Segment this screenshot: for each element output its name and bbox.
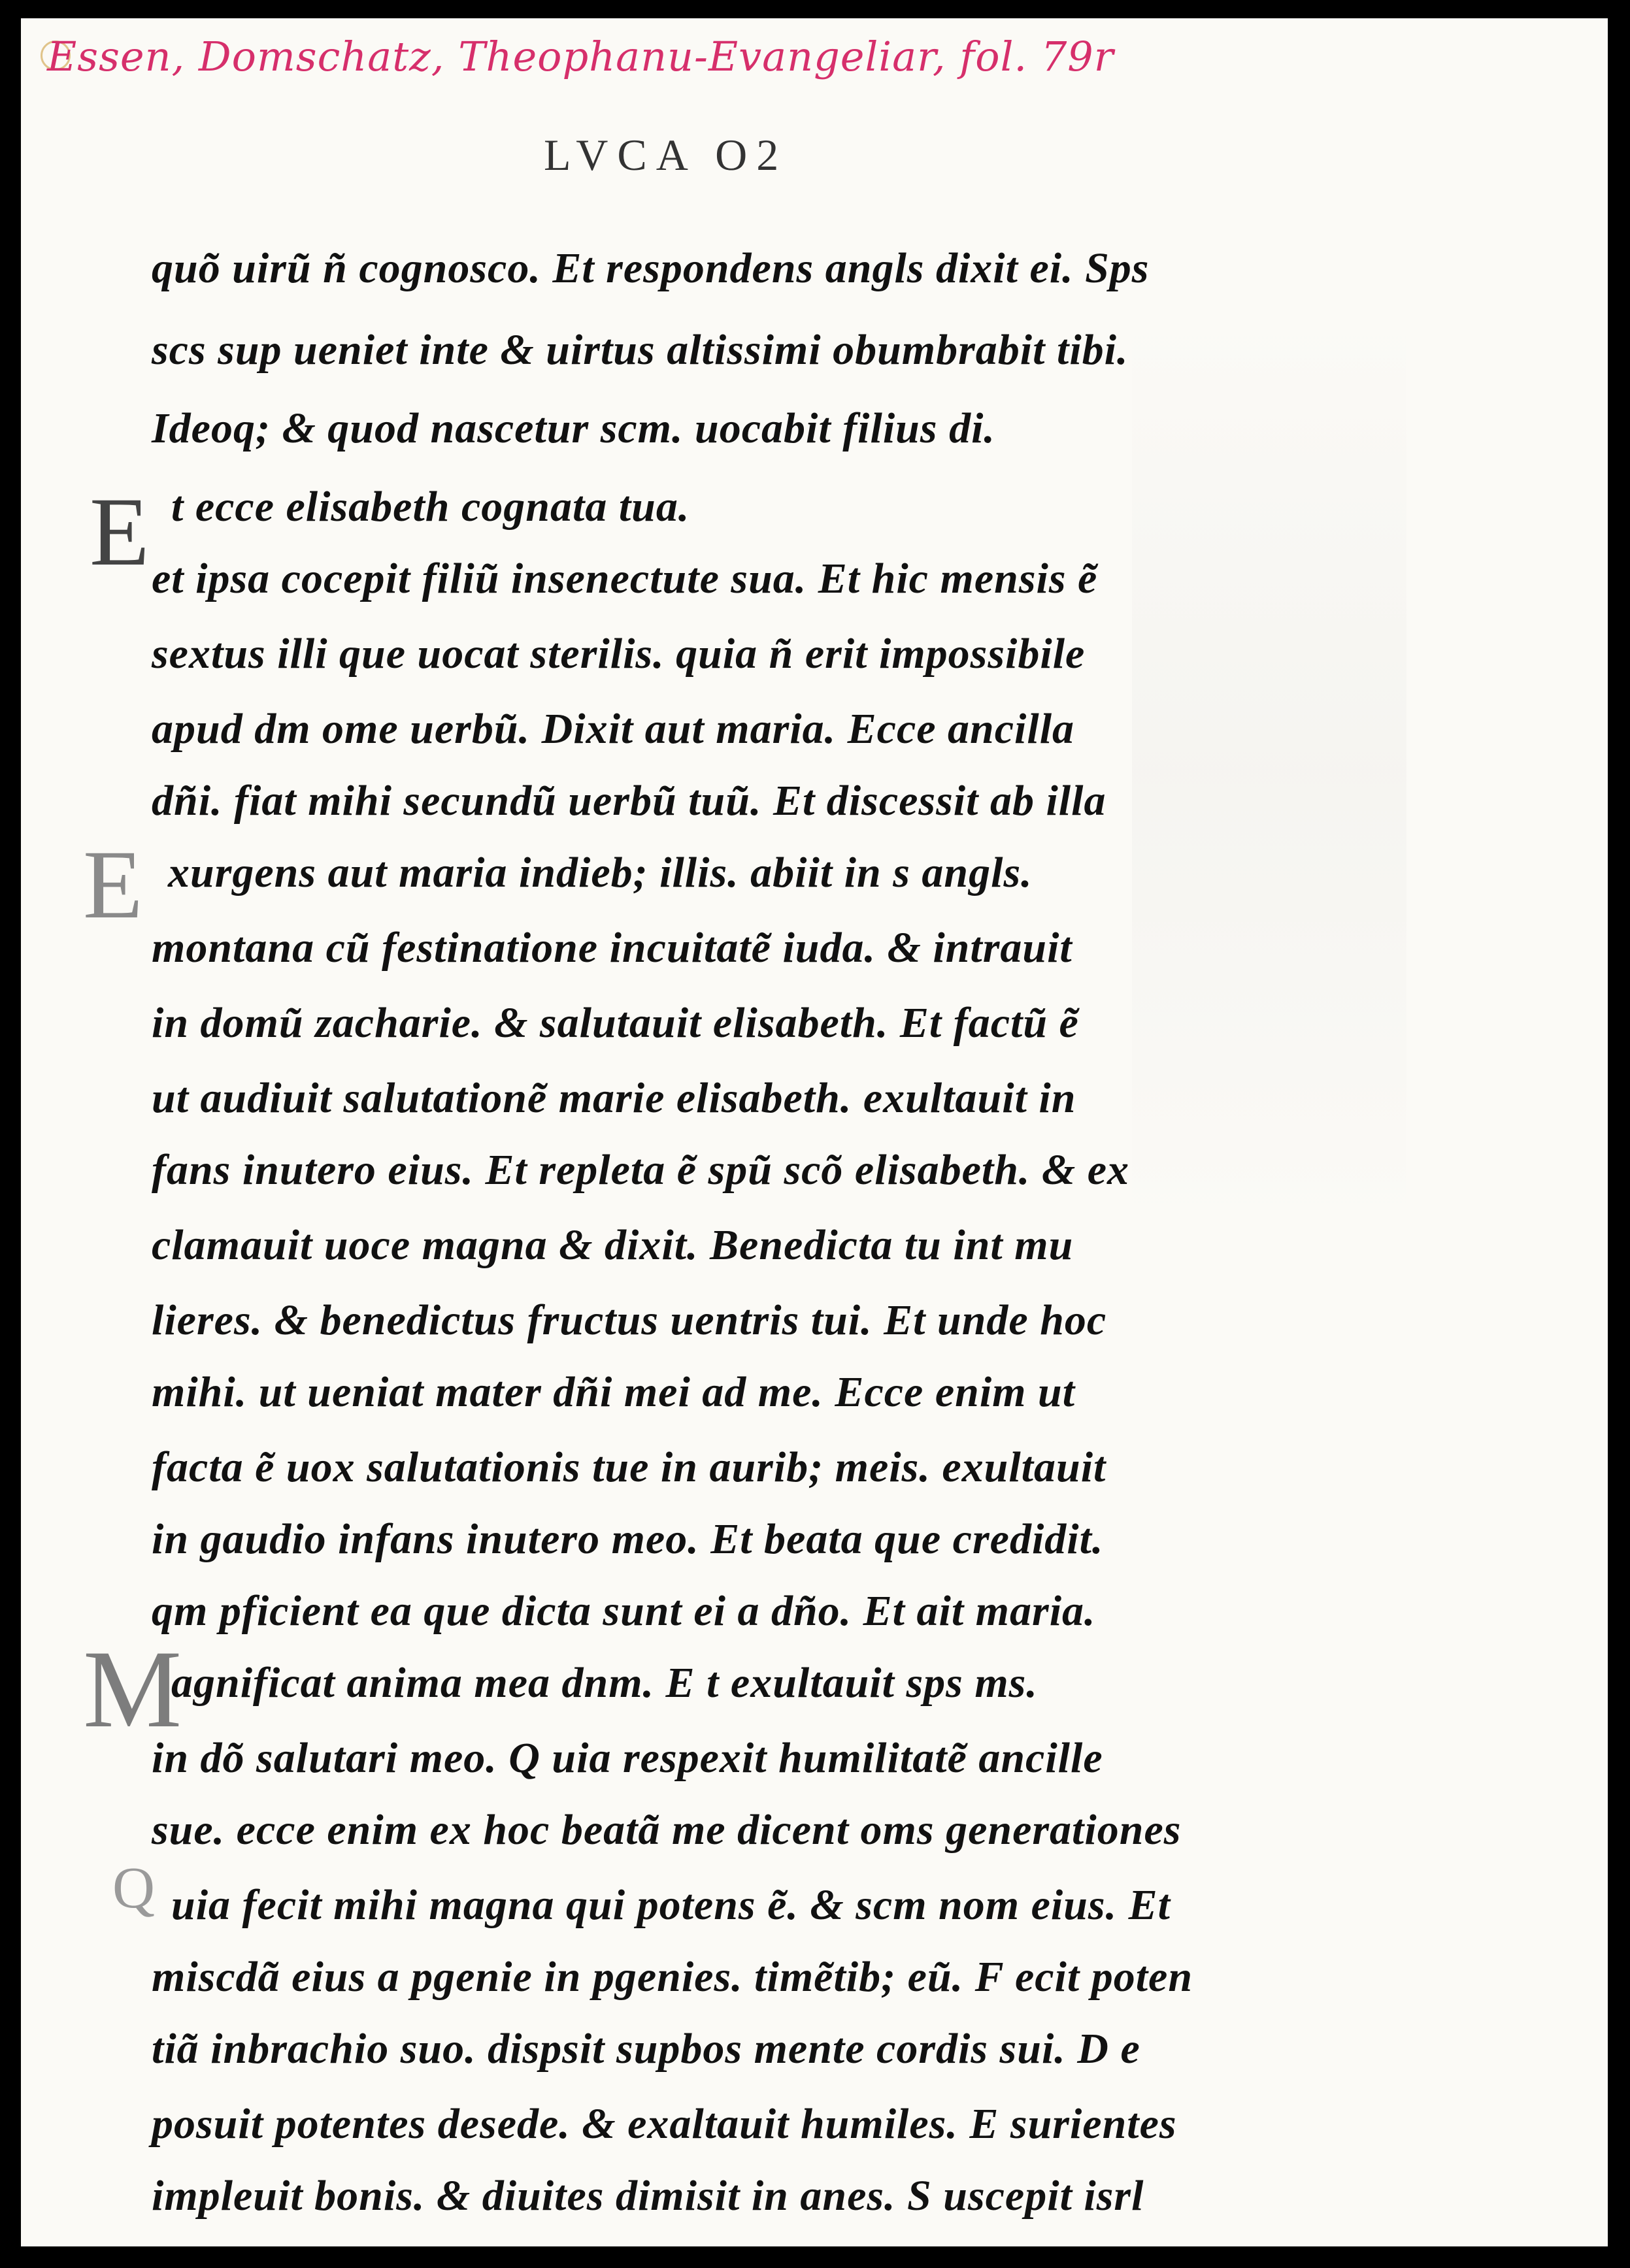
text-line-13: fans inutero eius. Et repleta ẽ spũ scõ elisabeth. & ex xyxy=(152,1146,1130,1194)
text-line-3: Ideoq; & quod nascetur scm. uocabit filius di. xyxy=(152,404,995,452)
text-line-9: xurgens aut maria indieb; illis. abiit in s angls. xyxy=(168,849,1033,896)
text-line-10: montana cũ festinatione incuitatẽ iuda. & intrauit xyxy=(152,924,1073,972)
text-line-21: in dõ salutari meo. Q uia respexit humilitatẽ ancille xyxy=(152,1734,1103,1782)
running-head: LVCA O2 xyxy=(544,130,788,180)
text-line-24: miscdã eius a pgenie in pgenies. timẽtib; eũ. F ecit poten xyxy=(152,1953,1193,2001)
text-line-20: agnificat anima mea dnm. E t exultauit sps ms. xyxy=(171,1659,1038,1707)
catalog-annotation: Essen, Domschatz, Theophanu-Evangeliar, fol. 79r xyxy=(47,33,1114,80)
text-line-19: qm pficient ea que dicta sunt ei a dño. Et ait maria. xyxy=(152,1587,1096,1635)
text-line-2: scs sup ueniet inte & uirtus altissimi obumbrabit tibi. xyxy=(152,326,1129,374)
text-line-23: uia fecit mihi magna qui potens ẽ. & scm nom eius. Et xyxy=(171,1881,1171,1929)
text-line-5: et ipsa cocepit filiũ insenectute sua. Et hic mensis ẽ xyxy=(152,555,1098,602)
text-line-25: tiã inbrachio suo. dispsit supbos mente cordis sui. D e xyxy=(152,2025,1140,2073)
initial-q: Q xyxy=(112,1856,155,1920)
text-line-27: impleuit bonis. & diuites dimisit in anes. S uscepit isrl xyxy=(152,2172,1144,2220)
initial-m: M xyxy=(83,1628,182,1750)
text-line-17: facta ẽ uox salutationis tue in aurib; meis. exultauit xyxy=(152,1443,1106,1491)
text-line-14: clamauit uoce magna & dixit. Benedicta tu int mu xyxy=(152,1221,1074,1269)
text-line-4: t ecce elisabeth cognata tua. xyxy=(171,483,690,531)
text-line-6: sextus illi que uocat sterilis. quia ñ erit impossibile xyxy=(152,630,1086,678)
text-line-7: apud dm ome uerbũ. Dixit aut maria. Ecce ancilla xyxy=(152,705,1075,753)
text-line-18: in gaudio infans inutero meo. Et beata que credidit. xyxy=(152,1515,1104,1563)
text-line-15: lieres. & benedictus fructus uentris tui. Et unde hoc xyxy=(152,1296,1107,1344)
initial-e-1: E xyxy=(90,478,150,586)
text-line-8: dñi. fiat mihi secundũ uerbũ tuũ. Et discessit ab illa xyxy=(152,777,1106,825)
text-line-1: quõ uirũ ñ cognosco. Et respondens angls dixit ei. Sps xyxy=(152,244,1150,292)
ink-show-through xyxy=(1132,312,1406,1227)
text-line-26: posuit potentes desede. & exaltauit humiles. E surientes xyxy=(152,2100,1177,2148)
text-line-11: in domũ zacharie. & salutauit elisabeth. Et factũ ẽ xyxy=(152,999,1079,1047)
manuscript-page xyxy=(21,18,1608,2246)
text-line-16: mihi. ut ueniat mater dñi mei ad me. Ecce enim ut xyxy=(152,1368,1076,1416)
text-line-12: ut audiuit salutationẽ marie elisabeth. exultauit in xyxy=(152,1074,1076,1122)
initial-e-2: E xyxy=(83,830,143,939)
text-line-22: sue. ecce enim ex hoc beatã me dicent oms generationes xyxy=(152,1806,1182,1854)
